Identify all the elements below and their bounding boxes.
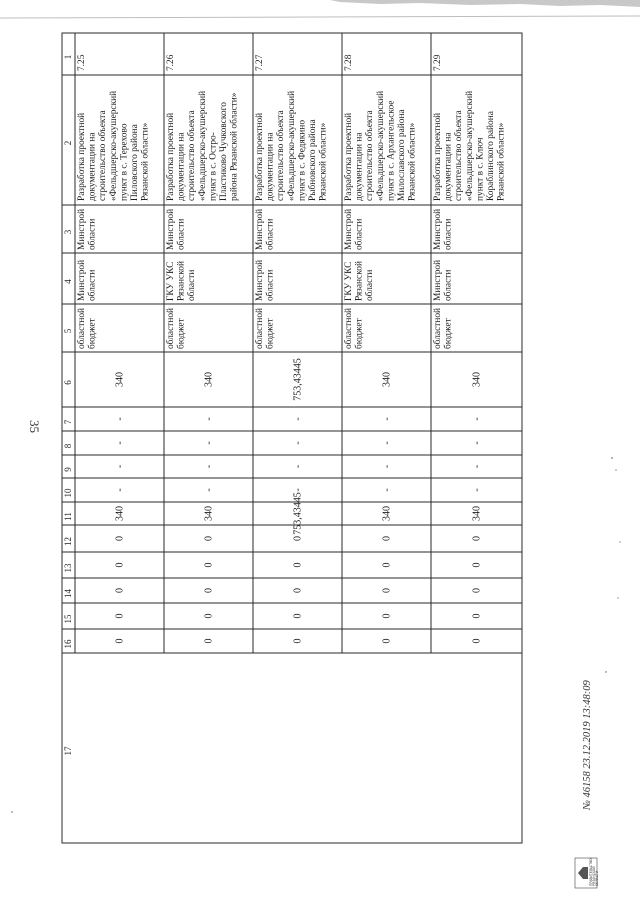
- row-funding-source: областной: [77, 307, 87, 349]
- scan-speck: [619, 541, 620, 542]
- row-name-line: документации на: [265, 132, 276, 201]
- row-responsible: Минстрой: [77, 208, 87, 250]
- column-header: 10: [63, 488, 73, 498]
- row-value-14: 0: [114, 588, 126, 593]
- row-value-6: 340: [381, 372, 393, 387]
- row-executor: области: [187, 269, 198, 301]
- row-id: 7.27: [255, 54, 265, 71]
- scan-speck: [611, 457, 613, 459]
- row-responsible: области: [443, 218, 454, 250]
- row-value-6: 340: [471, 372, 483, 387]
- row-value-11: 340: [203, 506, 215, 521]
- row-executor: области: [265, 269, 276, 301]
- row-value-15: 0: [114, 613, 126, 619]
- row-value-7: -: [203, 417, 215, 421]
- row-executor: области: [87, 269, 98, 301]
- row-name-line: пункт в с. Федякино: [297, 119, 308, 201]
- row-value-8: -: [471, 441, 483, 445]
- row-responsible: Минстрой: [166, 208, 176, 250]
- row-name-line: «Фельдшерско-акушерский: [197, 90, 208, 201]
- row-name-line: «Фельдшерско-акушерский: [108, 90, 119, 201]
- row-value-10: -: [471, 488, 483, 492]
- row-executor: области: [443, 269, 454, 301]
- row-executor: ГКУ УКС: [344, 261, 354, 301]
- row-name-line: «Фельдшерско-акушерский: [375, 90, 386, 201]
- scan-speck: [617, 597, 618, 598]
- row-executor: Минстрой: [255, 259, 265, 301]
- column-header: 16: [63, 639, 73, 649]
- row-responsible: области: [176, 218, 187, 250]
- column-header: 3: [63, 229, 73, 235]
- row-name-line: документации на: [87, 132, 98, 201]
- row-value-8: -: [203, 441, 215, 445]
- row-name-line: Разработка проектной: [166, 112, 176, 201]
- row-value-11: 340: [471, 506, 483, 521]
- row-responsible: области: [265, 218, 276, 250]
- row-value-12: 0: [381, 536, 393, 541]
- row-id: 7.29: [433, 54, 443, 71]
- row-value-13: 0: [292, 562, 304, 568]
- row-name-line: Рязанской области»: [496, 122, 507, 201]
- row-value-10: -: [114, 488, 126, 492]
- row-value-10: -: [292, 488, 304, 492]
- row-funding-source: бюджет: [87, 318, 98, 349]
- registry-stamp: № 46158 23.12.2019 13:48:09: [582, 680, 593, 810]
- row-value-15: 0: [381, 613, 393, 619]
- row-funding-source: областной: [166, 307, 176, 349]
- logo-line-2: РЯЗАНСКОЙ: [592, 866, 596, 886]
- row-value-6: 753,43445: [292, 358, 304, 401]
- row-name-line: Разработка проектной: [77, 112, 87, 201]
- row-value-11: 340: [114, 506, 126, 521]
- row-value-12: 0: [203, 536, 215, 541]
- row-name-line: Кораблинского района: [486, 111, 496, 201]
- logo-line-3: ОБЛАСТИ: [595, 870, 599, 886]
- column-header: 6: [63, 380, 73, 385]
- scan-edge-shadow: [330, 0, 640, 7]
- column-header: 5: [63, 328, 73, 334]
- row-name-line: пункт в с. Ключ: [475, 137, 486, 201]
- row-value-8: -: [381, 441, 393, 445]
- page-number: 35: [27, 420, 42, 433]
- row-name-line: Милославского района: [397, 109, 407, 201]
- row-value-6: 340: [114, 372, 126, 387]
- row-name-line: строительство объекта: [454, 110, 465, 201]
- row-responsible: Минстрой: [433, 208, 443, 250]
- row-name-line: пункт в с. Архангельское: [386, 100, 397, 201]
- column-header: 8: [63, 443, 73, 449]
- row-executor: Минстрой: [77, 259, 87, 301]
- row-value-11: 340: [381, 506, 393, 521]
- row-name-line: «Фельдшерско-акушерский: [286, 90, 297, 201]
- row-value-11: 753,43445: [292, 492, 304, 535]
- row-value-15: 0: [292, 613, 304, 619]
- column-header: 17: [63, 746, 73, 756]
- row-name-line: документации на: [443, 132, 454, 201]
- row-funding-source: бюджет: [176, 318, 187, 349]
- row-name-line: Разработка проектной: [344, 112, 354, 201]
- row-value-13: 0: [471, 562, 483, 568]
- data-table: [62, 33, 522, 843]
- row-name-line: района Рязанской области»: [229, 92, 240, 201]
- row-value-13: 0: [203, 562, 215, 568]
- row-name-line: Пиловского района: [130, 124, 140, 201]
- column-header: 12: [63, 537, 73, 546]
- row-id: 7.26: [166, 54, 176, 71]
- row-value-16: 0: [381, 638, 393, 644]
- row-value-14: 0: [471, 588, 483, 593]
- row-value-12: 0: [114, 536, 126, 541]
- row-responsible: Минстрой: [344, 208, 354, 250]
- scan-speck: [605, 671, 606, 672]
- row-value-14: 0: [292, 588, 304, 593]
- row-id: 7.25: [77, 54, 87, 71]
- column-header: 2: [63, 140, 73, 146]
- scan-edge-line: [0, 16, 640, 18]
- row-value-9: -: [471, 464, 483, 469]
- column-header: 14: [63, 589, 73, 598]
- column-header: 15: [63, 614, 73, 624]
- scan-speck: [11, 811, 12, 812]
- row-value-14: 0: [203, 588, 215, 593]
- row-value-16: 0: [114, 638, 126, 644]
- row-value-10: -: [381, 488, 393, 492]
- row-value-15: 0: [471, 613, 483, 619]
- row-name-line: Рязанской области»: [407, 122, 418, 201]
- row-value-15: 0: [203, 613, 215, 619]
- row-funding-source: бюджет: [265, 318, 276, 349]
- row-value-13: 0: [381, 562, 393, 568]
- row-value-16: 0: [203, 638, 215, 644]
- row-value-12: 0: [471, 536, 483, 541]
- column-header: 11: [63, 512, 73, 521]
- row-funding-source: бюджет: [354, 318, 365, 349]
- row-executor: Рязанской: [176, 261, 187, 301]
- row-funding-source: областной: [255, 307, 265, 349]
- row-value-7: -: [114, 417, 126, 421]
- registry-logo: [575, 858, 599, 888]
- column-header: 9: [63, 467, 73, 472]
- row-name-line: строительство объекта: [276, 110, 287, 201]
- row-id: 7.28: [344, 54, 354, 71]
- row-name-line: Разработка проектной: [255, 112, 265, 201]
- row-value-7: -: [471, 417, 483, 421]
- row-executor: Рязанской: [354, 261, 365, 301]
- column-header: 13: [63, 563, 73, 573]
- row-responsible: области: [354, 218, 365, 250]
- row-executor: области: [365, 269, 376, 301]
- row-name-line: пункт в с. Остро-: [208, 132, 219, 201]
- row-value-9: -: [114, 464, 126, 469]
- row-value-13: 0: [114, 562, 126, 568]
- row-value-14: 0: [381, 588, 393, 593]
- row-responsible: области: [87, 218, 98, 250]
- row-value-9: -: [203, 464, 215, 469]
- row-value-10: -: [203, 488, 215, 492]
- column-header: 1: [63, 54, 73, 60]
- row-name-line: Пластиково Чучковского: [219, 102, 229, 201]
- row-name-line: документации на: [354, 132, 365, 201]
- column-header: 7: [63, 419, 73, 425]
- row-name-line: документации на: [176, 132, 187, 201]
- row-value-6: 340: [203, 372, 215, 387]
- row-responsible: Минстрой: [255, 208, 265, 250]
- row-name-line: строительство объекта: [98, 110, 109, 201]
- row-value-16: 0: [471, 638, 483, 644]
- row-value-16: 0: [292, 638, 304, 644]
- row-value-8: -: [292, 441, 304, 445]
- row-name-line: строительство объекта: [365, 110, 376, 201]
- row-funding-source: бюджет: [443, 318, 454, 349]
- row-name-line: Рязанской области»: [318, 122, 329, 201]
- row-executor: ГКУ УКС: [166, 261, 176, 301]
- row-name-line: Рыбновского района: [308, 119, 318, 201]
- row-value-8: -: [114, 441, 126, 445]
- row-name-line: строительство объекта: [187, 110, 198, 201]
- column-header: 4: [63, 279, 73, 284]
- row-value-12: 0: [292, 536, 304, 541]
- logo-line-1: ПРАВИТЕЛЬСТВО: [589, 858, 593, 886]
- row-value-9: -: [292, 464, 304, 469]
- row-funding-source: областной: [433, 307, 443, 349]
- row-value-7: -: [292, 417, 304, 421]
- row-name-line: Разработка проектной: [433, 112, 443, 201]
- row-executor: Минстрой: [433, 259, 443, 301]
- row-name-line: пункт в с. Терехово: [119, 123, 130, 201]
- row-name-line: «Фельдшерско-акушерский: [464, 90, 475, 201]
- row-value-7: -: [381, 417, 393, 421]
- row-name-line: Рязанской области»: [140, 122, 151, 201]
- row-value-9: -: [381, 464, 393, 469]
- scan-speck: [615, 469, 616, 470]
- row-funding-source: областной: [344, 307, 354, 349]
